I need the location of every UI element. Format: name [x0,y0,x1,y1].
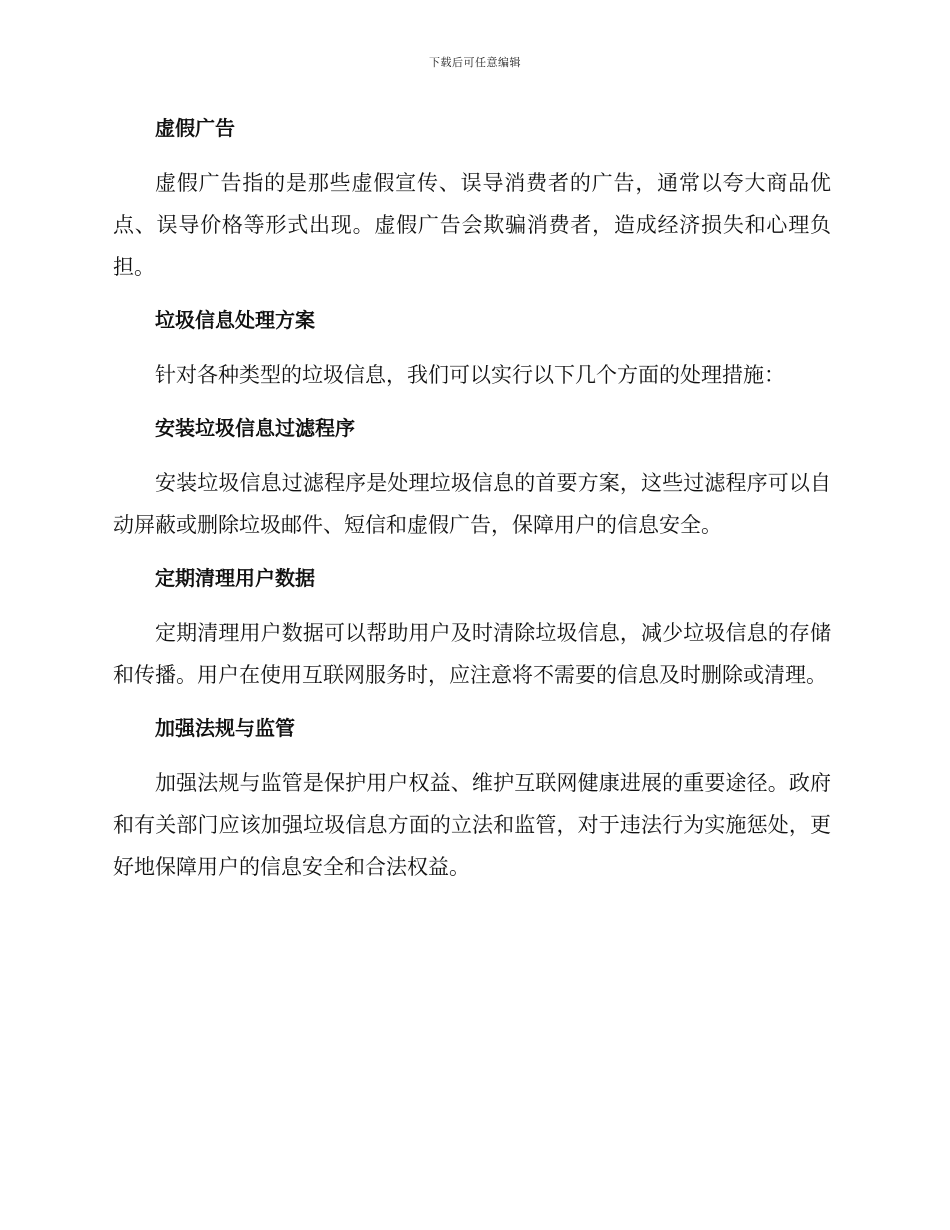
section-clean-data [113,558,831,708]
section-heading: 虚假广告 [155,116,235,140]
section-paragraph: 针对各种类型的垃圾信息，我们可以实行以下几个方面的处理措施： [155,363,785,387]
section-install-filter [113,408,831,558]
section-paragraph: 定期清理用户数据可以帮助用户及时清除垃圾信息，减少垃圾信息的存储和传播。用户在使用互联网服务时，应注意将不需要的信息及时删除或清理。 [113,621,831,687]
section-heading: 垃圾信息处理方案 [155,308,315,332]
section-paragraph: 加强法规与监管是保护用户权益、维护互联网健康进展的重要途径。政府和有关部门应该加强垃圾信息方面的立法和监管，对于违法行为实施惩处，更好地保障用户的信息安全和合法权益。 [113,771,831,879]
section-paragraph: 虚假广告指的是那些虚假宣传、误导消费者的广告，通常以夸大商品优点、误导价格等形式出现。虚假广告会欺骗消费者，造成经济损失和心理负担。 [113,171,831,279]
section-paragraph: 安装垃圾信息过滤程序是处理垃圾信息的首要方案，这些过滤程序可以自动屏蔽或删除垃圾邮件、短信和虚假广告，保障用户的信息安全。 [113,471,831,537]
section-false-ads [113,108,831,300]
document-body [113,108,831,888]
section-heading: 安装垃圾信息过滤程序 [155,416,355,440]
header-note: 下载后可任意编辑 [429,56,521,69]
section-heading: 加强法规与监管 [155,716,295,740]
section-spam-solutions [113,300,831,408]
section-regulation [113,708,831,888]
section-heading: 定期清理用户数据 [155,566,315,590]
